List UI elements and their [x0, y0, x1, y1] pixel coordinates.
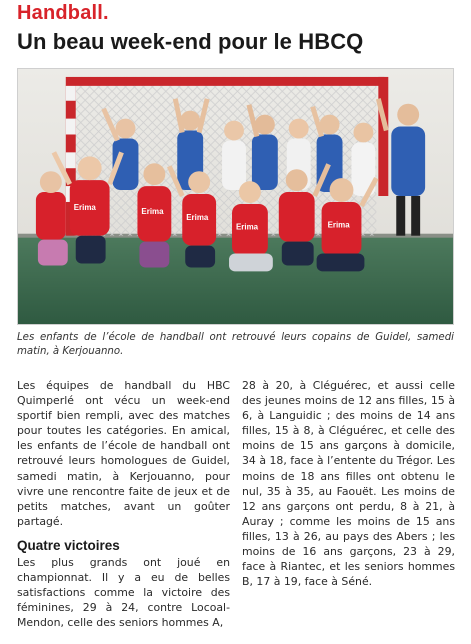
- section-subheading: Quatre victoires: [17, 537, 120, 553]
- article-kicker: Handball.: [17, 2, 109, 24]
- body-paragraph-2-end: 28 à 20, à Cléguérec, et aussi celle des jeunes moins de 12 ans filles, 15 à 6, à Languidic ; des moins de 14 ans filles, 15 à 8, à Cléguérec, et celle des moins de 15 ans garçons à domicile, 34 à 18, face à l’entente du Trégor. Les moins de 18 ans filles ont obtenu le nul, 35 à 35, au Faouët. Les moins de 12 ans garçons ont perdu, 8 à 21, à Auray ; comme les moins de 15 ans filles, 13 à 26, au pays des Abers ; les moins de 16 ans garçons, 23 à 29, face à Riantec, et les seniors hommes B, 17 à 19, face à Séné.: [242, 379, 455, 589]
- jersey-sponsor-2: Erima: [141, 206, 164, 216]
- jersey-sponsor-1: Erima: [73, 202, 96, 212]
- article-headline: Un beau week-end pour le HBCQ: [17, 29, 364, 54]
- jersey-sponsor-5: Erima: [327, 220, 350, 230]
- jersey-sponsor-3: Erima: [186, 212, 209, 222]
- photo-caption: Les enfants de l’école de handball ont retrouvé leurs copains de Guidel, samedi matin, à Kerjouanno.: [17, 332, 454, 357]
- team-photo: [17, 68, 454, 325]
- article-column-left: [17, 378, 230, 631]
- body-paragraph-2-start: Les plus grands ont joué en championnat. Il y a eu de belles satisfactions comme la victoire des féminines, 29 à 24, contre Locoal-Mendon, celle des seniors hommes A,: [17, 556, 230, 630]
- jersey-sponsor-4: Erima: [235, 222, 259, 232]
- body-paragraph-1: Les équipes de handball du HBC Quimperlé ont vécu un week-end sportif bien rempli, avec des matches pour toutes les catégories. En amical, les enfants de l’école de handball ont retrouvé leurs homologues de Guidel, samedi matin, à Kerjouanno, pour vivre une rencontre faite de jeux et de petits matches, avant un goûter partagé.: [17, 379, 230, 528]
- article-column-right: [242, 378, 455, 589]
